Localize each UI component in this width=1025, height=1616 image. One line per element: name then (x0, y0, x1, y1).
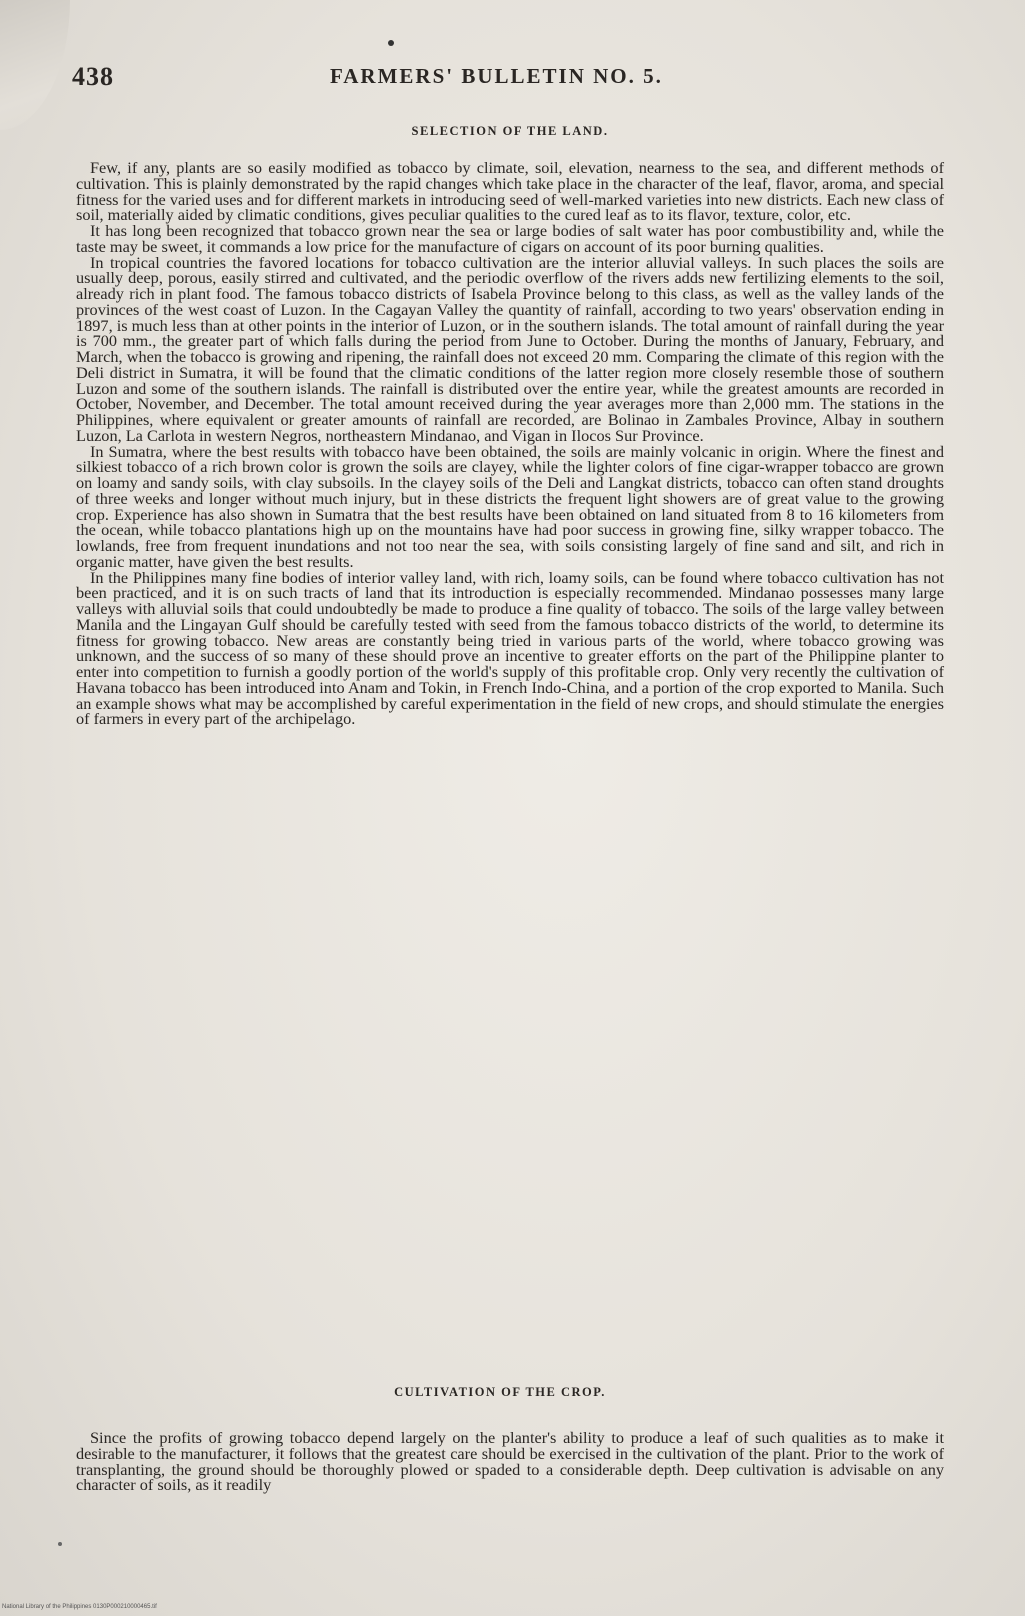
paragraph: It has long been recognized that tobacco grown near the sea or large bodies of salt water has poor combustibility and, while the taste may be sweet, it commands a low price for the manufacture of cigars on account of its poor burning qualities. (76, 221, 944, 256)
section-body-cultivation (76, 1430, 944, 1493)
page-curl-shadow (0, 0, 70, 130)
paragraph: In tropical countries the favored locations for tobacco cultivation are the interior alluvial valleys. In such places the soils are usually deep, porous, easily stirred and cultivated, and the periodic overflow of the rivers adds new fertilizing elements to the soil, already rich in plant food. The famous tobacco districts of Isabela Province belong to this class, as well as the valley lands of the provinces of the west coast of Luzon. In the Cagayan Valley the quantity of rainfall, according to two years' observation ending in 1897, is much less than at other points in the interior of Luzon, or in the southern islands. The total amount of rainfall during the year is 700 mm., the greater part of which falls during the period from June to October. During the months of January, February, and March, when the tobacco is growing and ripening, the rainfall does not exceed 20 mm. Comparing the climate of this region with the Deli district in Sumatra, it will be found that the climatic conditions of the latter region more closely resemble those of southern Luzon and some of the southern islands. The rainfall is distributed over the entire year, while the greatest amounts are recorded in October, November, and December. The total amount received during the year averages more than 2,000 mm. The stations in the Philippines, where equivalent or greater amounts of rainfall are recorded, are Bolinao in Zambales Province, Albay in southern Luzon, La Carlota in western Negros, northeastern Mindanao, and Vigan in Ilocos Sur Province. (76, 252, 944, 445)
scan-footer: National Library of the Philippines 0130P000210000465.tif (2, 1604, 157, 1610)
running-title: FARMERS' BULLETIN NO. 5. (330, 64, 663, 88)
page-number: 438 (72, 62, 114, 91)
section-heading-cultivation: CULTIVATION OF THE CROP. (394, 1385, 606, 1399)
section-heading-selection: SELECTION OF THE LAND. (411, 124, 609, 138)
paragraph: In Sumatra, where the best results with tobacco have been obtained, the soils are mainly volcanic in origin. Where the finest and silkiest tobacco of a rich brown color is grown the soils are clayey, while the lighter colors of fine cigar-wrapper tobacco are grown on loamy and sandy soils, with clay subsoils. In the clayey soils of the Deli and Langkat districts, tobacco can often stand droughts of three weeks and longer without much injury, but in these districts the frequent light showers are of great value to the growing crop. Experience has also shown in Sumatra that the best results have been obtained on land situated from 8 to 16 kilometers from the ocean, while tobacco plantations high up on the mountains have had poor success in growing fine, silky wrapper tobacco. The lowlands, free from frequent inundations and not too near the sea, with soils consisting largely of fine sand and silt, and rich in organic matter, have given the best results. (76, 441, 944, 571)
ink-mark (58, 1542, 62, 1546)
paragraph: In the Philippines many fine bodies of interior valley land, with rich, loamy soils, can be found where tobacco cultivation has not been practiced, and it is on such tracts of land that its introduction is especially recommended. Mindanao possesses many large valleys with alluvial soils that could undoubtedly be made to produce a fine quality of tobacco. The soils of the large valley between Manila and the Lingayan Gulf should be carefully tested with seed from the famous tobacco districts of the world, to determine its fitness for growing tobacco. New areas are constantly being tried in various parts of the world, where tobacco growing was unknown, and the success of so many of these should prove an incentive to greater efforts on the part of the Philippine planter to enter into competition to furnish a goodly portion of the world's supply of this profitable crop. Only very recently the cultivation of Havana tobacco has been introduced into Anam and Tokin, in French Indo-China, and a portion of the crop exported to Manila. Such an example shows what may be accomplished by careful experimentation in the field of new crops, and should stimulate the energies of farmers in every part of the archipelago. (76, 567, 944, 729)
section-body-selection (76, 160, 944, 727)
paragraph: Few, if any, plants are so easily modified as tobacco by climate, soil, elevation, nearness to the sea, and different methods of cultivation. This is plainly demonstrated by the rapid changes which take place in the character of the leaf, flavor, aroma, and special fitness for the varied uses and for different markets in introducing seed of well-marked varieties into new districts. Each new class of soil, materially aided by climatic conditions, gives peculiar qualities to the cured leaf as to its flavor, texture, color, etc. (76, 158, 944, 225)
ink-mark (388, 40, 394, 46)
paragraph: Since the profits of growing tobacco depend largely on the planter's ability to produce a leaf of such qualities as to make it desirable to the manufacturer, it follows that the greatest care should be exercised in the cultivation of the plant. Prior to the work of transplanting, the ground should be thoroughly plowed or spaded to a considerable depth. Deep cultivation is advisable on any character of soils, as it readily (76, 1428, 944, 1495)
